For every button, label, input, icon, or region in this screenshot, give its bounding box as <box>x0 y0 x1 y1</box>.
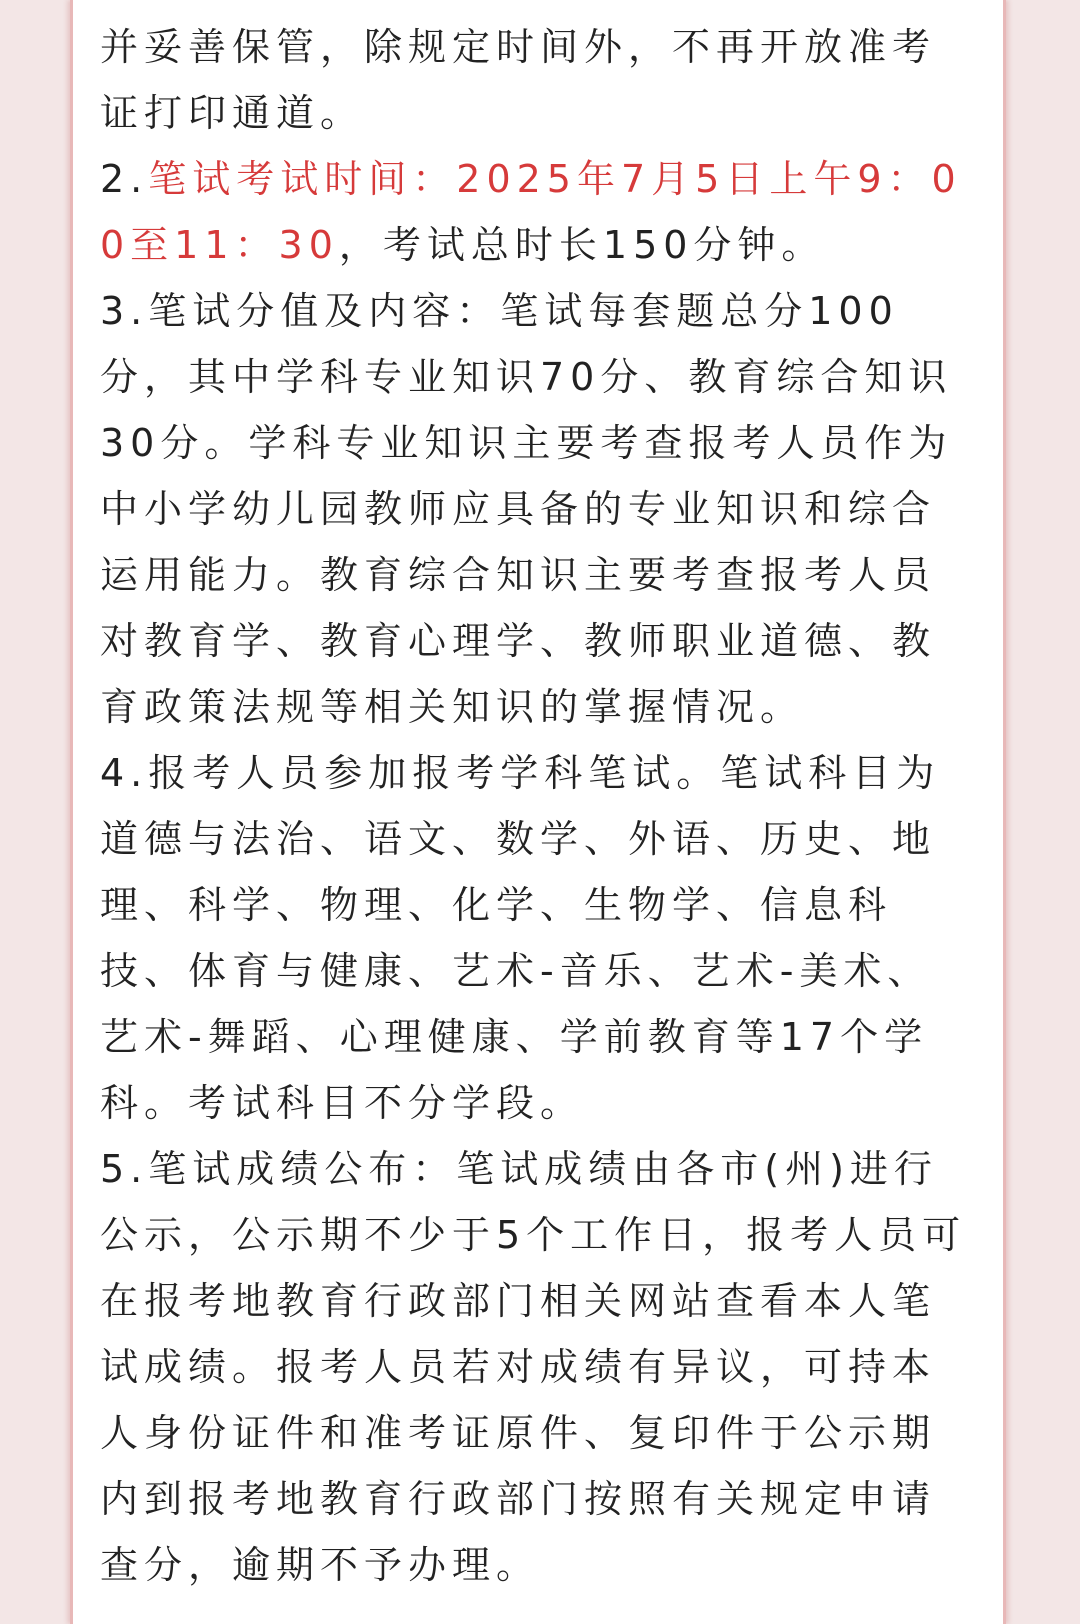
paragraph-score-content: 3.笔试分值及内容：笔试每套题总分100分，其中学科专业知识70分、教育综合知识30分。学科专业知识主要考查报考人员作为中小学幼儿园教师应具备的专业知识和综合运用能力。教育综合知识主要考查报考人员对教育学、教育心理学、教师职业道德、教育政策法规等相关知识的掌握情况。 <box>100 289 953 729</box>
exam-time-highlight: 笔试考试时间：2025年7月5日上午9：00至11：30 <box>100 157 962 267</box>
paragraph-subjects: 4.报考人员参加报考学科笔试。笔试科目为道德与法治、语文、数学、外语、历史、地理、科学、物理、化学、生物学、信息科技、体育与健康、艺术-音乐、艺术-美术、艺术-舞蹈、心理健康、学前教育等17个学科。考试科目不分学段。 <box>100 751 941 1125</box>
paragraph-exam-time <box>100 146 970 278</box>
item-number: 2. <box>100 157 149 201</box>
paragraph-results: 5.笔试成绩公布：笔试成绩由各市(州)进行公示，公示期不少于5个工作日，报考人员可在报考地教育行政部门相关网站查看本人笔试成绩。报考人员若对成绩有异议，可持本人身份证件和准考证原件、复印件于公示期内到报考地教育行政部门按照有关规定申请查分，逾期不予办理。 <box>100 1147 967 1587</box>
exam-duration: ，考试总时长150分钟。 <box>338 223 826 267</box>
paragraph-print-admission: 并妥善保管，除规定时间外，不再开放准考证打印通道。 <box>100 25 937 135</box>
article-body <box>100 14 970 1598</box>
